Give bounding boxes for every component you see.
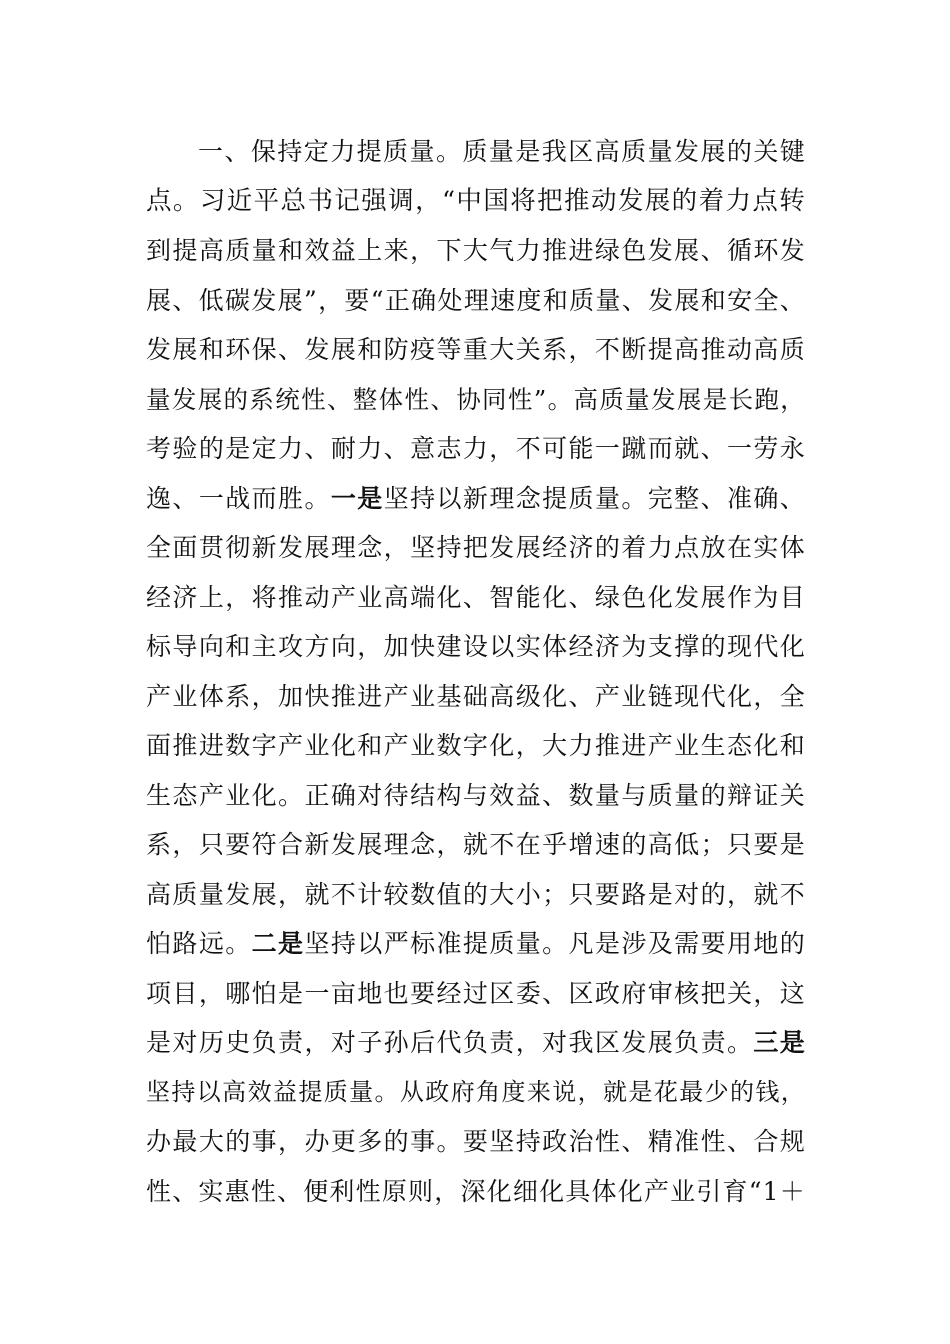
text-segment: 是对历史负责，对子孙后代负责，对我区发展负责。 xyxy=(146,1028,754,1057)
text-line xyxy=(146,969,806,1019)
text-segment: 展、低碳发展”，要“正确处理速度和质量、发展和安全、 xyxy=(146,285,806,315)
text-line xyxy=(146,1167,806,1217)
body-paragraph xyxy=(146,127,806,1216)
text-segment: 考验的是定力、耐力、意志力，不可能一蹴而就、一劳永 xyxy=(146,434,806,463)
text-line xyxy=(146,276,806,326)
text-line xyxy=(146,1068,806,1118)
text-line xyxy=(146,226,806,276)
text-segment: 到提高质量和效益上来，下大气力推进绿色发展、循环发 xyxy=(146,236,806,265)
text-line xyxy=(146,1018,806,1068)
text-segment: 项目，哪怕是一亩地也要经过区委、区政府审核把关，这 xyxy=(146,978,806,1008)
text-line xyxy=(146,474,806,524)
text-line xyxy=(146,870,806,920)
text-segment: 办最大的事，办更多的事。要坚持政治性、精准性、合规 xyxy=(146,1127,806,1156)
text-segment: 产业体系，加快推进产业基础高级化、产业链现代化，全 xyxy=(146,681,806,711)
text-line xyxy=(146,127,806,177)
text-line xyxy=(146,622,806,672)
text-segment: 坚持以高效益提质量。从政府角度来说，就是花最少的钱， xyxy=(146,1077,806,1106)
text-segment: 逸、一战而胜。 xyxy=(146,483,331,513)
text-segment: 面推进数字产业化和产业数字化，大力推进产业生态化和 xyxy=(146,731,806,760)
text-line xyxy=(146,919,806,969)
text-segment: 经济上，将推动产业高端化、智能化、绿色化发展作为目 xyxy=(146,582,806,612)
text-segment: 发展和环保、发展和防疫等重大关系，不断提高推动高质 xyxy=(146,335,806,364)
text-segment: 量发展的系统性、整体性、协同性”。高质量发展是长跑， xyxy=(146,384,806,414)
text-segment: 坚持以新理念提质量。完整、准确、 xyxy=(383,483,806,513)
text-line xyxy=(146,424,806,474)
text-line xyxy=(146,820,806,870)
emphasis-label: 三是 xyxy=(753,1028,806,1057)
text-line xyxy=(146,325,806,375)
text-line xyxy=(146,177,806,227)
text-segment: 生态产业化。正确对待结构与效益、数量与质量的辩证关 xyxy=(146,780,806,810)
text-line xyxy=(146,573,806,623)
text-line xyxy=(146,1117,806,1167)
text-segment: 性、实惠性、便利性原则，深化细化具体化产业引育“1＋ xyxy=(146,1176,806,1206)
text-line xyxy=(146,523,806,573)
text-segment: 怕路远。 xyxy=(146,929,252,958)
text-line xyxy=(146,771,806,821)
emphasis-label: 二是 xyxy=(251,929,305,958)
text-segment: 点。习近平总书记强调，“中国将把推动发展的着力点转 xyxy=(146,185,806,216)
text-line xyxy=(146,721,806,771)
text-segment: 坚持以严标准提质量。凡是涉及需要用地的 xyxy=(304,929,806,958)
text-line xyxy=(146,375,806,425)
emphasis-label: 一是 xyxy=(330,483,384,513)
text-segment: 一、保持定力提质量。质量是我区高质量发展的关键 xyxy=(198,137,806,166)
text-segment: 全面贯彻新发展理念，坚持把发展经济的着力点放在实体 xyxy=(146,533,806,562)
text-segment: 标导向和主攻方向，加快建设以实体经济为支撑的现代化 xyxy=(146,632,806,661)
text-line xyxy=(146,672,806,722)
text-segment: 系，只要符合新发展理念，就不在乎增速的高低；只要是 xyxy=(146,830,806,859)
text-segment: 高质量发展，就不计较数值的大小；只要路是对的，就不 xyxy=(146,879,806,909)
